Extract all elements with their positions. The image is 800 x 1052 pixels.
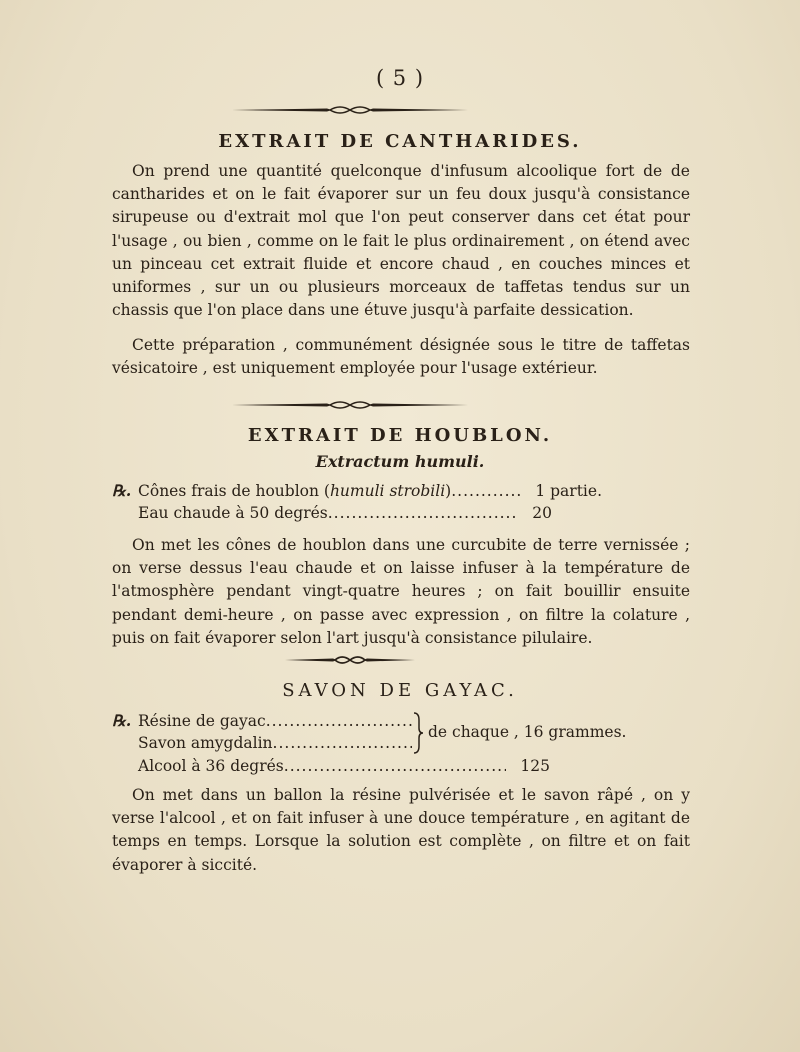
ingredient-line <box>112 711 412 730</box>
ingredient-line <box>138 757 550 775</box>
ingredient-line <box>138 504 552 522</box>
ingredient-quantity: 20 <box>532 504 552 522</box>
paragraph-text: Cette préparation , communément désignée sous le titre de taffetas vésicatoire , est uniquement employée pour l'usage extérieur. <box>112 336 690 378</box>
section-title: EXTRAIT DE CANTHARIDES. <box>218 131 582 152</box>
recipe-symbol: ℞. <box>112 481 132 500</box>
ingredient-name: Résine de gayac <box>138 712 266 730</box>
page-number: ( 5 ) <box>375 66 425 90</box>
ingredient-name: Savon amygdalin <box>138 734 273 752</box>
paragraph: On met les cônes de houblon dans une curcubite de terre vernissée ; on verse dessus l'eau chaude et on laisse infuser à la température de l'atmosphère pendant vingt-quatre heures ; on fait bouillir ensuite pendant demi-heure , on passe avec expression , on filtre la colature , puis on fait évaporer selon l'art jusqu'à consistance pilulaire. <box>112 536 690 647</box>
section-title: SAVON DE GAYAC. <box>282 680 518 701</box>
ingredient-name: Eau chaude à 50 degrés <box>138 504 328 522</box>
ornamental-rule <box>285 654 415 666</box>
paragraph: On prend une quantité quelconque d'infusum alcoolique fort de de cantharides et on le fait évaporer sur un feu doux jusqu'à consistance sirupeuse ou d'extrait mol que l'on peut conserver dans cet état pour l'usage , ou bien , comme on le fait le plus ordinairement , on étend avec un pinceau cet extrait fluide et encore chaud , en couches minces et uniformes , sur un ou plusieurs morceaux de taffetas tendus sur un chassis que l'on place dans une étuve jusqu'à parfaite dessication. <box>112 162 690 320</box>
ingredient-name: Alcool à 36 degrés <box>138 757 284 775</box>
ingredient-name: Cônes frais de houblon (humuli strobili) <box>138 482 452 500</box>
section-title: EXTRAIT DE HOUBLON. <box>247 425 553 446</box>
paragraph <box>112 334 690 380</box>
ingredient-quantity: 125 <box>520 757 550 775</box>
brace <box>412 712 424 754</box>
section-subtitle: Extractum humuli. <box>315 452 485 471</box>
brace-note: de chaque , 16 grammes. <box>428 723 627 741</box>
ornamental-rule <box>232 104 468 116</box>
recipe-symbol: ℞. <box>112 711 132 730</box>
paragraph: On met dans un ballon la résine pulvérisée et le savon râpé , on y verse l'alcool , et on fait infuser à une douce température , en agitant de temps en temps. Lorsque la solution est complète , on filtre et on fait évaporer à siccité. <box>112 786 690 874</box>
ingredient-quantity: 1 partie. <box>535 482 602 500</box>
ingredient-line <box>112 481 602 500</box>
ornamental-rule <box>232 399 468 411</box>
ingredient-line <box>138 734 412 752</box>
